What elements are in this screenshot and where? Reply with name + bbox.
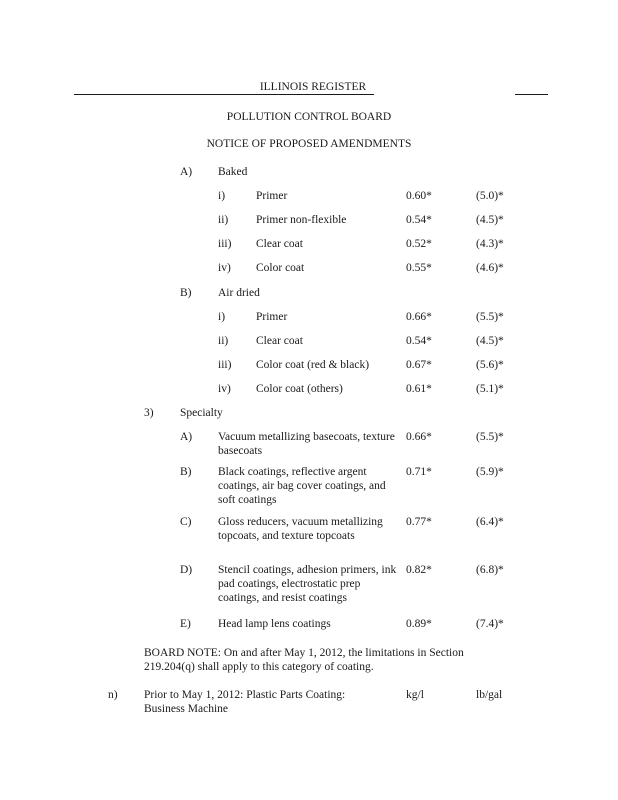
section-n-label: n) (108, 689, 118, 701)
item-description: Vacuum metallizing basecoats, texture basecoats (218, 431, 395, 457)
item-number: ii) (218, 214, 229, 226)
item-label: E) (180, 618, 191, 630)
unit-lb-per-gal: lb/gal (476, 689, 503, 701)
item-description: Primer (256, 311, 288, 323)
item-description: Clear coat (256, 238, 303, 250)
value-lb-per-gal: (5.5)* (476, 431, 504, 443)
airdried-label: B) (180, 287, 192, 299)
item-description: Black coatings, reflective argent coatings, air bag cover coatings, and soft coatings (218, 466, 386, 506)
value-kg-per-l: 0.55* (406, 262, 432, 274)
register-title: ILLINOIS REGISTER (259, 81, 367, 93)
item-number: i) (218, 190, 226, 202)
value-lb-per-gal: (5.9)* (476, 466, 504, 478)
value-lb-per-gal: (5.1)* (476, 383, 504, 395)
board-note: BOARD NOTE: On and after May 1, 2012, the limitations in Section 219.204(q) shall apply to this category of coating. (144, 647, 464, 673)
item-description: Head lamp lens coatings (218, 618, 331, 630)
airdried-title: Air dried (218, 287, 260, 299)
value-lb-per-gal: (4.5)* (476, 335, 504, 347)
value-kg-per-l: 0.67* (406, 359, 432, 371)
value-kg-per-l: 0.66* (406, 311, 432, 323)
value-kg-per-l: 0.61* (406, 383, 432, 395)
item-description: Color coat (others) (256, 383, 343, 395)
value-kg-per-l: 0.77* (406, 516, 432, 528)
value-kg-per-l: 0.66* (406, 431, 432, 443)
value-kg-per-l: 0.82* (406, 564, 432, 576)
item-description: Gloss reducers, vacuum metallizing topcoats, and texture topcoats (218, 516, 383, 542)
item-description: Primer (256, 190, 288, 202)
value-lb-per-gal: (5.0)* (476, 190, 504, 202)
item-number: i) (218, 311, 226, 323)
value-lb-per-gal: (5.5)* (476, 311, 504, 323)
value-lb-per-gal: (6.8)* (476, 564, 504, 576)
unit-kg-per-l: kg/l (406, 689, 424, 701)
value-kg-per-l: 0.54* (406, 335, 432, 347)
value-lb-per-gal: (4.3)* (476, 238, 504, 250)
item-description: Primer non-flexible (256, 214, 347, 226)
value-lb-per-gal: (7.4)* (476, 618, 504, 630)
item-number: iii) (218, 238, 232, 250)
section-n-text: Prior to May 1, 2012: Plastic Parts Coating: Business Machine (144, 689, 346, 715)
value-lb-per-gal: (6.4)* (476, 516, 504, 528)
item-description: Stencil coatings, adhesion primers, ink pad coatings, electrostatic prep coatings, and resist coatings (218, 564, 397, 604)
value-kg-per-l: 0.60* (406, 190, 432, 202)
value-kg-per-l: 0.71* (406, 466, 432, 478)
item-description: Color coat (256, 262, 305, 274)
value-kg-per-l: 0.52* (406, 238, 432, 250)
header-rule-left (74, 94, 374, 95)
baked-label: A) (180, 166, 193, 178)
item-label: C) (180, 516, 192, 528)
header-rule-right (515, 94, 548, 95)
specialty-title: Specialty (180, 407, 223, 419)
item-label: D) (180, 564, 193, 576)
value-lb-per-gal: (4.5)* (476, 214, 504, 226)
baked-title: Baked (218, 166, 248, 178)
value-kg-per-l: 0.54* (406, 214, 432, 226)
item-description: Color coat (red & black) (256, 359, 370, 371)
value-lb-per-gal: (4.6)* (476, 262, 504, 274)
item-label: B) (180, 466, 192, 478)
board-title: POLLUTION CONTROL BOARD (226, 111, 392, 123)
notice-title: NOTICE OF PROPOSED AMENDMENTS (206, 138, 412, 150)
specialty-number: 3) (144, 407, 154, 419)
item-number: iv) (218, 383, 231, 395)
item-label: A) (180, 431, 193, 443)
item-number: ii) (218, 335, 229, 347)
item-description: Clear coat (256, 335, 303, 347)
value-lb-per-gal: (5.6)* (476, 359, 504, 371)
item-number: iv) (218, 262, 231, 274)
value-kg-per-l: 0.89* (406, 618, 432, 630)
item-number: iii) (218, 359, 232, 371)
